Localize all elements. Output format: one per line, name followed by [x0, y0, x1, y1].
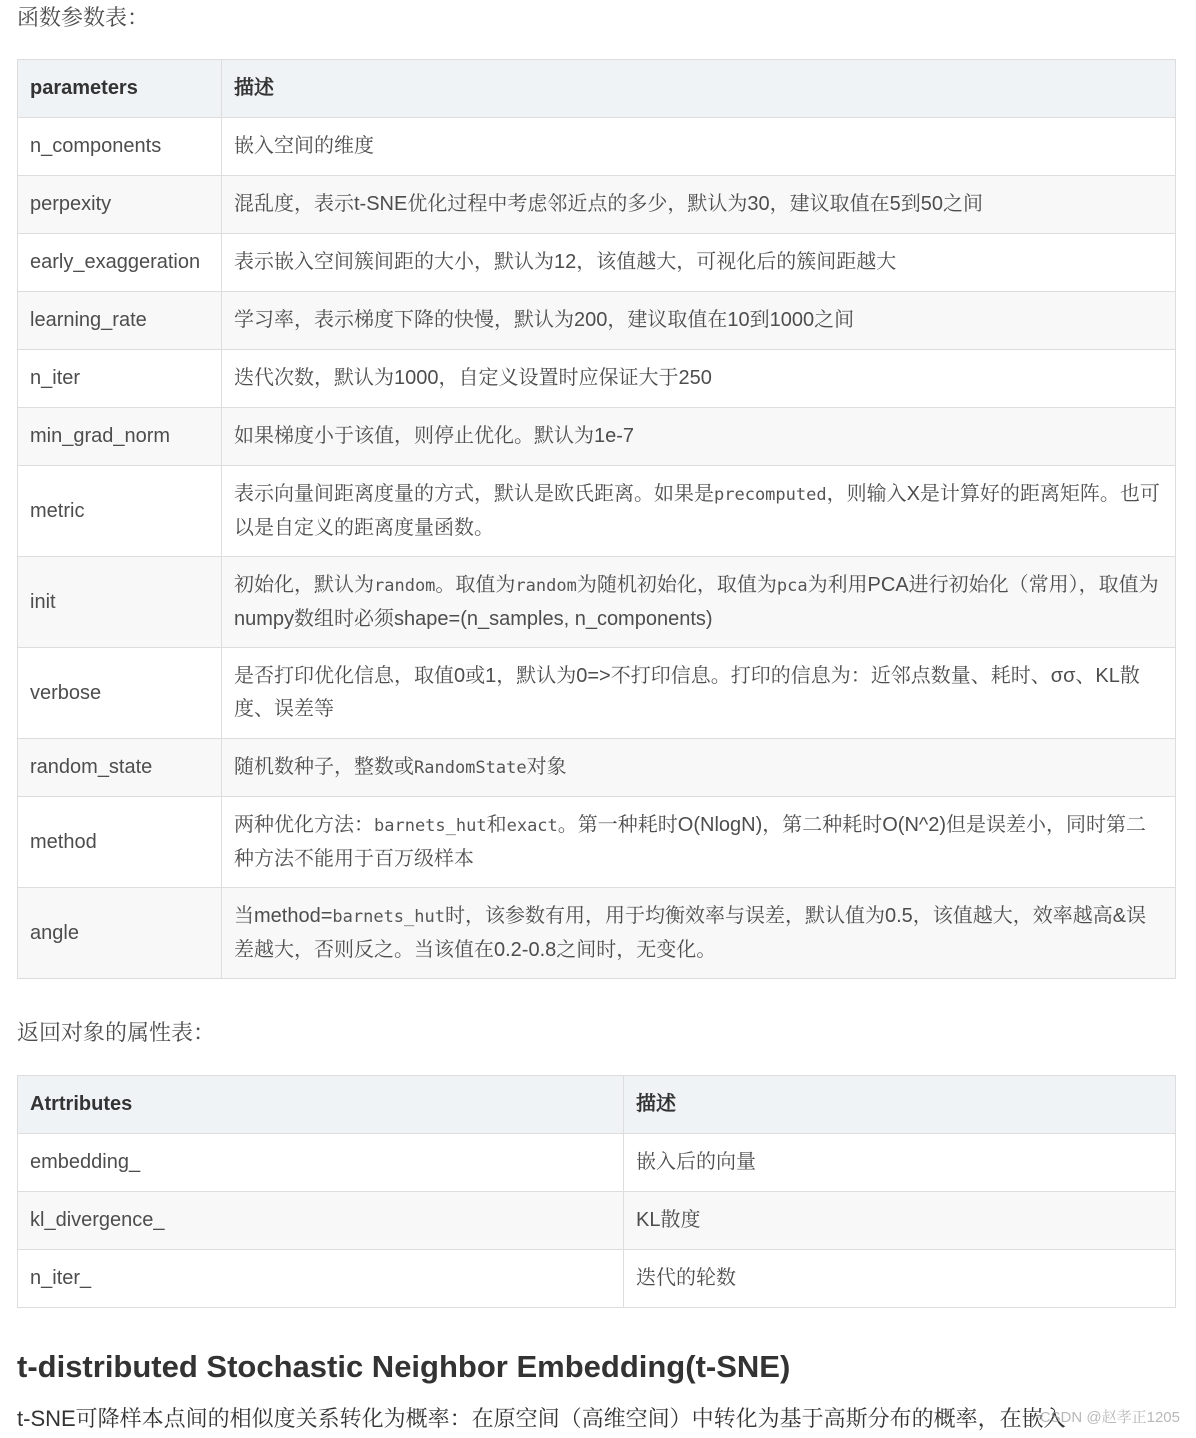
- attribute-description-cell: 嵌入后的向量: [624, 1134, 1176, 1192]
- description-text: 随机数种子，整数或: [234, 755, 414, 778]
- table-header-row: [18, 1076, 1176, 1134]
- table-row: [18, 292, 1176, 350]
- description-text: 表示嵌入空间簇间距的大小，默认为12，该值越大，可视化后的簇间距越大: [234, 251, 897, 273]
- param-description-cell: [222, 292, 1176, 350]
- table-row: [18, 1250, 1176, 1308]
- table-row: [18, 1192, 1176, 1250]
- column-header-parameters: parameters: [18, 60, 222, 118]
- params-table: [17, 59, 1176, 979]
- attribute-name-cell: kl_divergence_: [18, 1192, 624, 1250]
- description-text: 表示向量间距离度量的方式，默认是欧氏距离。如果是: [234, 482, 714, 505]
- description-text: 迭代次数，默认为1000，自定义设置时应保证大于250: [234, 367, 712, 389]
- attribute-name-cell: embedding_: [18, 1134, 624, 1192]
- table-row: [18, 466, 1176, 557]
- column-header-description: 描述: [222, 60, 1176, 118]
- table-row: [18, 888, 1176, 979]
- param-name-cell: init: [18, 557, 222, 648]
- param-name-cell: verbose: [18, 648, 222, 739]
- table-row: [18, 557, 1176, 648]
- param-description-cell: [222, 739, 1176, 797]
- section-paragraph: t-SNE可降样本点间的相似度关系转化为概率：在原空间（高维空间）中转化为基于高斯分布的概率，在嵌入: [17, 1406, 1066, 1431]
- attributes-table: [17, 1075, 1176, 1308]
- attribute-name-cell: n_iter_: [18, 1250, 624, 1308]
- param-description-cell: [222, 350, 1176, 408]
- param-name-cell: angle: [18, 888, 222, 979]
- attribute-description-cell: 迭代的轮数: [624, 1250, 1176, 1308]
- inline-code: exact: [506, 815, 558, 836]
- table-row: [18, 118, 1176, 176]
- table-row: [18, 797, 1176, 888]
- description-text: 对象: [526, 755, 567, 778]
- param-description-cell: [222, 797, 1176, 888]
- description-text: 和: [486, 813, 507, 836]
- inline-code: barnets_hut: [332, 906, 445, 927]
- description-text: 初始化，默认为: [234, 573, 374, 596]
- description-text: 是否打印优化信息，取值0或1，默认为0=>不打印信息。打印的信息为：近邻点数量、耗时、σσ、KL散度、误差等: [234, 665, 1140, 720]
- param-name-cell: n_iter: [18, 350, 222, 408]
- description-text: 时，该参数有用，用于均衡效率与误差，默认值为0.5，该值越大，效率越高&误差越大，否则反之。当该值在0.2-0.8之间时，无变化。: [234, 904, 1147, 961]
- param-description-cell: [222, 557, 1176, 648]
- inline-code: barnets_hut: [374, 815, 487, 836]
- param-description-cell: [222, 408, 1176, 466]
- description-text: 嵌入空间的维度: [234, 135, 374, 157]
- description-text: 如果梯度小于该值，则停止优化。默认为1e-7: [234, 425, 635, 447]
- param-name-cell: min_grad_norm: [18, 408, 222, 466]
- param-name-cell: n_components: [18, 118, 222, 176]
- inline-code: random: [374, 575, 436, 596]
- description-text: 。第一种耗时O(NlogN)，第二种耗时O(N^2)但是误差小，同时第二种方法不能用于百万级样本: [234, 813, 1147, 870]
- param-name-cell: metric: [18, 466, 222, 557]
- column-header-description: 描述: [624, 1076, 1176, 1134]
- description-text: ，则输入X是计算好的距离矩阵。也可以是自定义的距离度量函数。: [234, 482, 1160, 539]
- table-row: [18, 408, 1176, 466]
- inline-code: RandomState: [414, 757, 527, 778]
- param-description-cell: [222, 118, 1176, 176]
- description-text: 两种优化方法：: [234, 813, 374, 836]
- param-name-cell: method: [18, 797, 222, 888]
- param-description-cell: [222, 234, 1176, 292]
- table-row: [18, 648, 1176, 739]
- param-name-cell: learning_rate: [18, 292, 222, 350]
- description-text: 。取值为: [435, 573, 516, 596]
- param-description-cell: [222, 466, 1176, 557]
- table-row: [18, 350, 1176, 408]
- table-header-row: [18, 60, 1176, 118]
- description-text: 为随机初始化，取值为: [576, 573, 777, 596]
- attribute-description-cell: KL散度: [624, 1192, 1176, 1250]
- description-text: 为利用PCA进行初始化（常用），取值为numpy数组时必须shape=(n_samples, n_components): [234, 573, 1159, 630]
- inline-code: precomputed: [714, 484, 827, 505]
- attrs-table-heading: 返回对象的属性表：: [17, 1020, 216, 1045]
- table-row: [18, 176, 1176, 234]
- table-row: [18, 234, 1176, 292]
- param-name-cell: perpexity: [18, 176, 222, 234]
- param-name-cell: random_state: [18, 739, 222, 797]
- inline-code: random: [515, 575, 577, 596]
- param-name-cell: early_exaggeration: [18, 234, 222, 292]
- params-table-heading: 函数参数表：: [17, 5, 150, 30]
- description-text: 学习率，表示梯度下降的快慢，默认为200，建议取值在10到1000之间: [234, 309, 855, 331]
- csdn-watermark: CSDN @赵孝正1205: [1039, 1409, 1180, 1426]
- description-text: 当method=: [234, 904, 333, 927]
- table-row: [18, 1134, 1176, 1192]
- description-text: 混乱度，表示t-SNE优化过程中考虑邻近点的多少，默认为30，建议取值在5到50之间: [234, 193, 983, 215]
- section-title: t-distributed Stochastic Neighbor Embedding(t-SNE): [17, 1349, 791, 1384]
- inline-code: pca: [776, 575, 808, 596]
- table-row: [18, 739, 1176, 797]
- column-header-attributes: Atrtributes: [18, 1076, 624, 1134]
- param-description-cell: [222, 888, 1176, 979]
- param-description-cell: [222, 176, 1176, 234]
- param-description-cell: [222, 648, 1176, 739]
